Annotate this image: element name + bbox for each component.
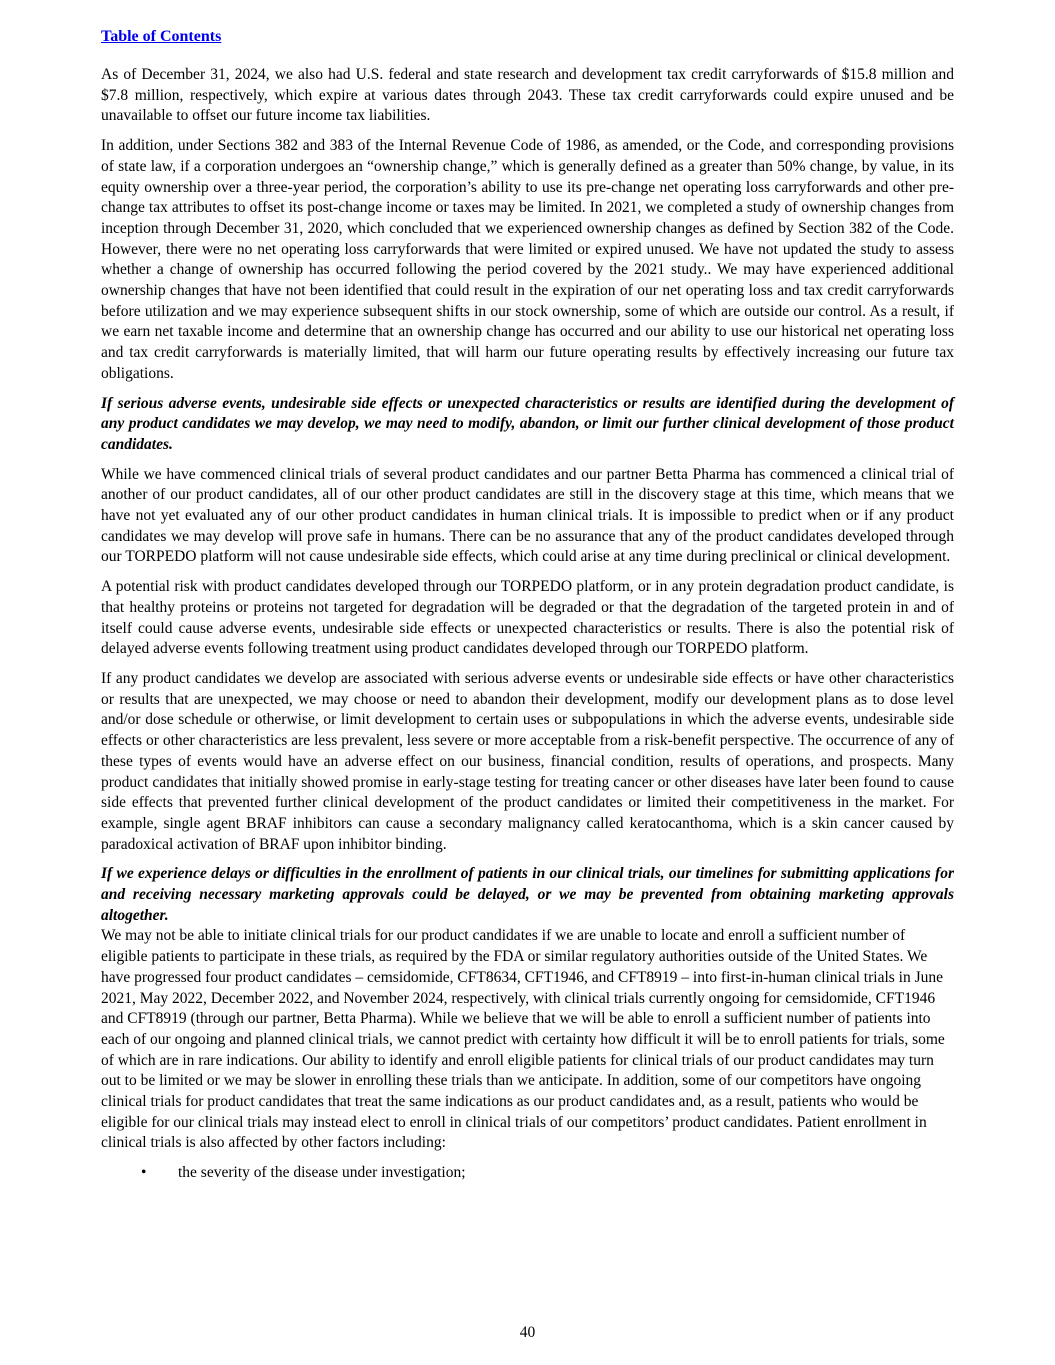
table-of-contents-link[interactable]: Table of Contents bbox=[101, 28, 222, 45]
spacer bbox=[101, 47, 954, 65]
paragraph-enrollment: We may not be able to initiate clinical trials for our product candidates if we are unable to locate and enroll a sufficient number of eligible patients to participate in these trials, as required by the FDA or similar regulatory authorities outside of the United States. We have progressed four product candidates – cemsidomide, CFT8634, CFT1946, and CFT8919 – into first-in-human clinical trials in June 2021, May 2022, December 2022, and November 2024, respectively, with clinical trials currently ongoing for cemsidomide, CFT1946 and CFT8919 (through our partner, Betta Pharma). While we believe that we will be able to enroll a sufficient number of patients into each of our ongoing and planned clinical trials, we cannot predict with certainty how difficult it will be to enroll patients for trials, some of which are in rare indications. Our ability to identify and enroll eligible patients for clinical trials of our product candidates may turn out to be limited or we may be slower in enrolling these trials than we anticipate. In addition, some of our competitors have ongoing clinical trials for product candidates that treat the same indications as our product candidates and, as a result, patients who would be eligible for our clinical trials may instead elect to enroll in clinical trials of our competitors’ product candidates. Patient enrollment in clinical trials is also affected by other factors including: bbox=[101, 927, 945, 1152]
risk-heading-enrollment: If we experience delays or difficulties in the enrollment of patients in our clinical trials, our timelines for submitting applications for and receiving necessary marketing approvals could be delayed, or we may be prevented from obtaining marketing approvals altogether. bbox=[101, 865, 954, 924]
bullet-marker: • bbox=[141, 1164, 147, 1182]
paragraph-tax-credit-carryforwards: As of December 31, 2024, we also had U.S. federal and state research and development tax credit carryforwards of $15.8 million and $7.8 million, respectively, which expire at various dates through 2043. These tax credit carryforwards could expire unused and be unavailable to offset our future income tax liabilities. bbox=[101, 66, 954, 125]
page-number: 40 bbox=[519, 1324, 536, 1341]
list-item bbox=[101, 1163, 954, 1184]
document-page bbox=[101, 26, 954, 1184]
paragraph-torpedo-risk: A potential risk with product candidates developed through our TORPEDO platform, or in any protein degradation product candidate, is that healthy proteins or proteins not targeted for degradation will be degraded or that the degradation of the targeted protein in and of itself could cause adverse events, undesirable side effects or unexpected characteristics or results. There is also the potential risk of delayed adverse events following treatment using product candidates developed through our TORPEDO platform. bbox=[101, 578, 954, 658]
paragraph-adverse-effects-consequences: If any product candidates we develop are associated with serious adverse events or undesirable side effects or have other characteristics or results that are unexpected, we may choose or need to abandon their development, modify our development plans as to dose level and/or dose schedule or otherwise, or limit development to certain uses or subpopulations in which the adverse events, undesirable side effects or other characteristics are less prevalent, less severe or more acceptable from a risk-benefit perspective. The occurrence of any of these types of events would have an adverse effect on our business, financial condition, results of operations, and prospects. Many product candidates that initially showed promise in early-stage testing for treating cancer or other diseases have later been found to cause side effects that prevented further clinical development of the product candidates or limited their competitiveness in the market. For example, single agent BRAF inhibitors can cause a secondary malignancy called keratocanthoma, which is a skin cancer caused by paradoxical activation of BRAF upon inhibitor binding. bbox=[101, 669, 954, 853]
risk-heading-adverse-events: If serious adverse events, undesirable side effects or unexpected characteristics or results are identified during the development of any product candidates we may develop, we may need to modify, abandon, or limit our further clinical development of those product candidates. bbox=[101, 394, 954, 453]
list-item-text: the severity of the disease under investigation; bbox=[178, 1164, 466, 1182]
paragraph-clinical-trials-status: While we have commenced clinical trials of several product candidates and our partner Betta Pharma has commenced a clinical trial of another of our product candidates, all of our other product candidates are still in the discovery stage at this time, which means that we have not yet evaluated any of our other product candidates in human clinical trials. It is impossible to predict when or if any product candidates we may develop will prove safe in humans. There can be no assurance that any of the product candidates developed through our TORPEDO platform will not cause undesirable side effects, which could arise at any time during preclinical or clinical development. bbox=[101, 465, 954, 566]
paragraph-section-382: In addition, under Sections 382 and 383 of the Internal Revenue Code of 1986, as amended, or the Code, and corresponding provisions of state law, if a corporation undergoes an “ownership change,” which is generally defined as a greater than 50% change, by value, in its equity ownership over a three-year period, the corporation’s ability to use its pre-change net operating loss carryforwards and other pre-change tax attributes to offset its post-change income or taxes may be limited. In 2021, we completed a study of ownership changes from inception through December 31, 2020, which concluded that we experienced ownership changes as defined by Section 382 of the Code. However, there were no net operating loss carryforwards that were limited or expired unused. We have not updated the study to assess whether a change of ownership has occurred following the period covered by the 2021 study.. We may have experienced additional ownership changes that have not been identified that could result in the expiration of our net operating loss and tax credit carryforwards before utilization and we may experience subsequent shifts in our stock ownership, some of which are outside our control. As a result, if we earn net taxable income and determine that an ownership change has occurred and our ability to use our historical net operating loss and tax credit carryforwards is materially limited, that will harm our future operating results by effectively increasing our future tax obligations. bbox=[101, 137, 954, 382]
